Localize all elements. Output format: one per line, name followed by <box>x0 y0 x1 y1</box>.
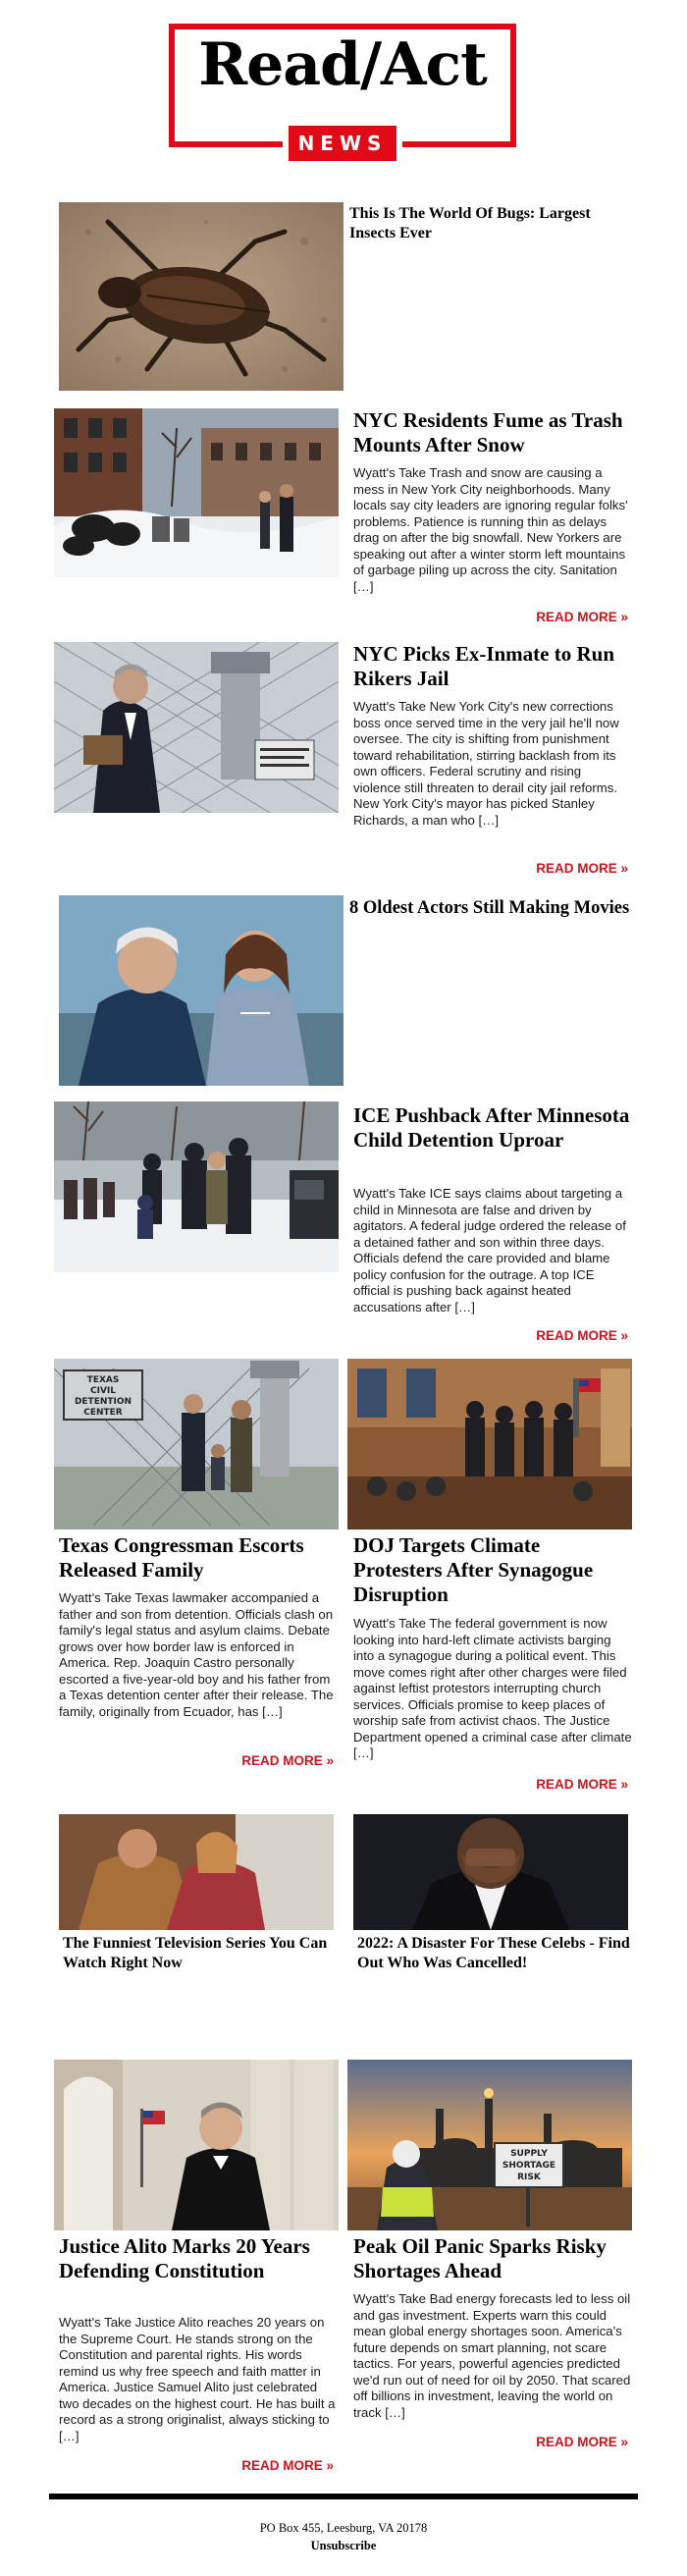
article-summary-texas: Wyatt's Take Texas lawmaker accompanied a father and son from detention. Officials clash on family's legal status and asylum claims. Debate grows over how border law is enforced in America. Rep. Joaquin Castro personally escorted a five-year-old boy and his father from a Texas detention center after their release. The family, originally from Ecuador, has […] <box>59 1590 334 1719</box>
article-image-actors[interactable] <box>59 895 344 1086</box>
sign-line-detention: DETENTION <box>74 1397 132 1407</box>
article-summary-alito: Wyatt's Take Justice Alito reaches 20 years on the Supreme Court. He stands strong on the Constitution and parental rights. His words remind us why free speech and faith matter in America. Justice Samuel Alito just celebrated two decades on the highest court. He has built a record as a strong originalist, always sticking to […] <box>59 2315 336 2443</box>
read-more-link-texas[interactable]: READ MORE » <box>241 1753 334 1768</box>
article-summary-trash: Wyatt's Take Trash and snow are causing a mess in New York City neighborhoods. Many locals say city leaders are ignoring regular folks' problems. Patience is running thin as delays drag on after the big snowfall. New Yorkers are speaking out after a winter storm left mountains of garbage piling up across the city. Sanitation […] <box>353 465 628 594</box>
synagogue-protest-icon <box>347 1359 632 1530</box>
celebrity-emotional-icon <box>353 1814 628 1930</box>
oil-refinery-icon <box>347 2060 632 2230</box>
detention-center-icon <box>54 1359 339 1530</box>
sign-line-supply: SUPPLY <box>510 2149 548 2159</box>
read-more-link-trash[interactable]: READ MORE » <box>536 610 628 624</box>
article-image-ice[interactable] <box>54 1101 339 1272</box>
ice-agents-icon <box>54 1101 339 1272</box>
article-headline-tv-series[interactable]: The Funniest Television Series You Can Watch Right Now <box>63 1935 328 1971</box>
article-image-doj[interactable] <box>347 1359 632 1530</box>
article-summary-rikers: Wyatt's Take New York City's new corrections boss once served time in the very jail he'll now oversee. The city is shifting from punishment toward rehabilitation, stirring backlash from its own officers. Federal scrutiny and rising violence still threaten to derail city jail reforms. New York City's mayor has picked Stanley Richards, a man who […] <box>353 699 619 828</box>
article-image-alito[interactable] <box>54 2060 339 2230</box>
snowy-street-icon <box>54 408 339 577</box>
article-headline-actors[interactable]: 8 Oldest Actors Still Making Movies <box>349 898 630 918</box>
sign-line-risk: RISK <box>517 2173 541 2182</box>
article-headline-bugs[interactable]: This Is The World Of Bugs: Largest Insects Ever <box>349 205 591 242</box>
older-actors-icon <box>59 895 344 1086</box>
tv-series-icon <box>59 1814 334 1930</box>
article-summary-doj: Wyatt's Take The federal government is now looking into hard-left climate activists barging into a synagogue during a political event. This move comes right after other charges were filed against leftist protestors interrupting church services. Officials promise to keep places of worship safe from activist chaos. The Justice Department opened a criminal case after climate […] <box>353 1616 632 1760</box>
read-more-link-doj[interactable]: READ MORE » <box>536 1777 628 1792</box>
giant-water-bug-icon <box>59 202 344 391</box>
article-image-celebs[interactable] <box>353 1814 628 1930</box>
article-headline-alito[interactable]: Justice Alito Marks 20 Years Defending Constitution <box>59 2234 310 2283</box>
read-more-link-alito[interactable]: READ MORE » <box>241 2458 334 2473</box>
article-headline-oil[interactable]: Peak Oil Panic Sparks Risky Shortages Ahead <box>353 2234 607 2283</box>
article-headline-celebs[interactable]: 2022: A Disaster For These Celebs - Find Out Who Was Cancelled! <box>357 1935 630 1971</box>
article-image-trash[interactable] <box>54 408 339 577</box>
footer-divider <box>49 2494 638 2499</box>
sign-line-civil: CIVIL <box>89 1386 117 1396</box>
article-headline-trash[interactable]: NYC Residents Fume as Trash Mounts After Snow <box>353 408 623 457</box>
read-more-link-oil[interactable]: READ MORE » <box>536 2435 628 2449</box>
article-headline-doj[interactable]: DOJ Targets Climate Protesters After Synagogue Disruption <box>353 1533 594 1607</box>
sign-line-center: CENTER <box>83 1408 123 1418</box>
news-badge: NEWS <box>283 120 402 167</box>
article-summary-oil: Wyatt's Take Bad energy forecasts led to less oil and gas investment. Experts warn this could mean global energy shortages soon. America's future depends on smart planning, not scare tactics. For years, powerful agencies predicted we'd run out of need for oil by 2050. That scared off billions in investment, leaving the world on track […] <box>353 2291 631 2420</box>
article-headline-ice[interactable]: ICE Pushback After Minnesota Child Detention Uproar <box>353 1103 630 1153</box>
read-more-link-ice[interactable]: READ MORE » <box>536 1328 628 1343</box>
read-more-link-rikers[interactable]: READ MORE » <box>536 861 628 876</box>
footer-address: PO Box 455, Leesburg, VA 20178 <box>259 2521 428 2535</box>
site-logo[interactable]: Read/Act <box>198 30 487 99</box>
article-headline-rikers[interactable]: NYC Picks Ex-Inmate to Run Rikers Jail <box>353 642 615 691</box>
article-image-rikers[interactable] <box>54 642 339 813</box>
article-image-oil[interactable] <box>347 2060 632 2230</box>
sign-line-texas: TEXAS <box>86 1375 120 1385</box>
article-headline-texas[interactable]: Texas Congressman Escorts Released Family <box>59 1533 304 1583</box>
article-image-tv-series[interactable] <box>59 1814 334 1930</box>
article-image-texas[interactable] <box>54 1359 339 1530</box>
rikers-jail-icon <box>54 642 339 813</box>
justice-alito-icon <box>54 2060 339 2230</box>
unsubscribe-link[interactable]: Unsubscribe <box>310 2539 377 2552</box>
sign-line-shortage: SHORTAGE <box>502 2161 556 2171</box>
article-summary-ice: Wyatt's Take ICE says claims about targeting a child in Minnesota are false and driven by agitators. A federal judge ordered the release of a detained father and son within three days. Officials defend the care provided and blame policy confusion for the outrage. A top ICE official is pushing back against heated accusations after […] <box>353 1186 626 1315</box>
article-image-bugs[interactable] <box>59 202 344 391</box>
